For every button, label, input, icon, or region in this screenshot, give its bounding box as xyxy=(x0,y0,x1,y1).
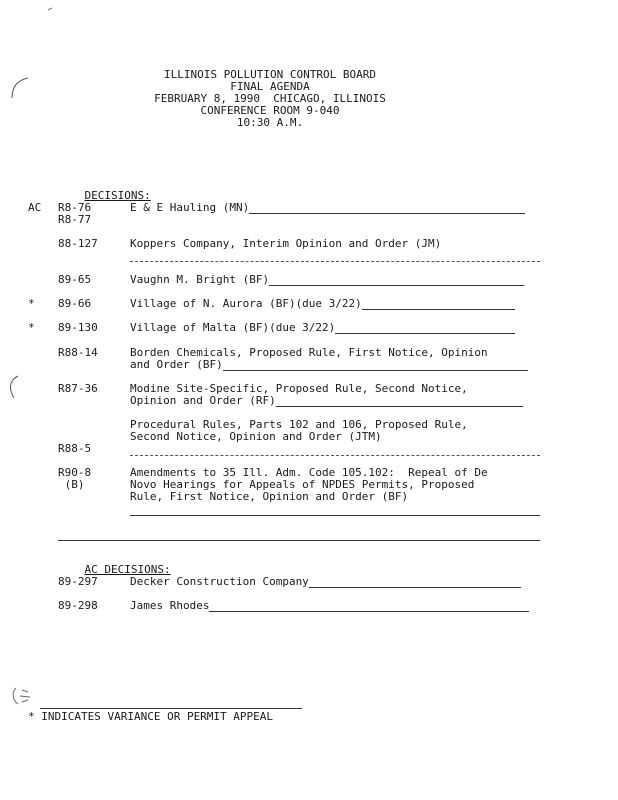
ac-decisions-heading: AC DECISIONS: xyxy=(84,563,171,576)
item-description xyxy=(130,274,550,286)
agenda-time: 10:30 A.M. xyxy=(236,116,304,129)
variance-asterisk: * xyxy=(28,297,35,310)
signature-line xyxy=(309,577,521,588)
item-description xyxy=(130,600,550,612)
docket-number: R8-76 R8-77 xyxy=(58,201,92,226)
docket-number: 88-127 xyxy=(58,237,98,250)
signature-line xyxy=(130,515,540,516)
item-text-line: and Order (BF) xyxy=(130,358,223,371)
item-text: Village of N. Aurora (BF)(due 3/22) xyxy=(130,297,362,310)
board-name: ILLINOIS POLLUTION CONTROL BOARD xyxy=(164,68,376,81)
section-divider xyxy=(58,540,540,541)
item-text-line: Modine Site-Specific, Proposed Rule, Second Notice, xyxy=(130,382,468,395)
agenda-date-location: FEBRUARY 8, 1990 CHICAGO, ILLINOIS xyxy=(154,92,386,105)
item-text-line: Second Notice, Opinion and Order (JTM) xyxy=(130,430,382,443)
docket-number: 89-130 xyxy=(58,321,98,334)
decisions-heading: DECISIONS: xyxy=(84,189,151,202)
signature-line xyxy=(130,261,540,262)
scan-mark-icon xyxy=(46,6,56,12)
item-text: James Rhodes xyxy=(130,599,210,612)
signature-line xyxy=(130,455,540,456)
footer-rule xyxy=(40,708,302,709)
item-text: Koppers Company, Interim Opinion and Order (JM) xyxy=(130,237,442,250)
docket-number: R87-36 xyxy=(58,382,98,395)
item-description xyxy=(130,238,550,250)
item-description xyxy=(130,419,550,443)
scan-mark-icon xyxy=(6,74,36,104)
scan-mark-icon xyxy=(8,680,38,710)
docket-number: R88-5 (B) xyxy=(58,442,92,491)
item-description xyxy=(130,298,550,310)
agenda-header xyxy=(0,69,540,129)
variance-asterisk: * xyxy=(28,321,35,334)
item-text-line: Novo Hearings for Appeals of NPDES Permits, Proposed xyxy=(130,478,475,491)
item-text-line: Borden Chemicals, Proposed Rule, First Notice, Opinion xyxy=(130,346,488,359)
item-description xyxy=(130,347,550,371)
item-text: Village of Malta (BF)(due 3/22) xyxy=(130,321,336,334)
signature-line xyxy=(335,323,515,334)
agenda-room: CONFERENCE ROOM 9-040 xyxy=(200,104,340,117)
item-text-line: Amendments to 35 Ill. Adm. Code 105.102: Repeal of De xyxy=(130,466,488,479)
docket-number: 89-298 xyxy=(58,599,98,612)
footer-note: * INDICATES VARIANCE OR PERMIT APPEAL xyxy=(28,710,274,723)
docket-number: R90-8 xyxy=(58,466,92,479)
docket-number: 89-297 xyxy=(58,575,98,588)
item-text-line: Rule, First Notice, Opinion and Order (BF) xyxy=(130,490,409,503)
item-text: Vaughn M. Bright (BF) xyxy=(130,273,270,286)
item-description xyxy=(130,383,550,407)
item-mark: AC xyxy=(28,201,42,214)
item-description xyxy=(130,576,550,588)
item-text-line: Procedural Rules, Parts 102 and 106, Proposed Rule, xyxy=(130,418,468,431)
agenda-title: FINAL AGENDA xyxy=(230,80,310,93)
signature-line xyxy=(209,601,529,612)
docket-number: 89-65 xyxy=(58,273,92,286)
signature-line xyxy=(223,360,528,371)
signature-line xyxy=(362,299,515,310)
signature-line xyxy=(276,396,523,407)
signature-line xyxy=(249,203,525,214)
scan-mark-icon xyxy=(4,372,24,402)
docket-number: 89-66 xyxy=(58,297,92,310)
item-text: E & E Hauling (MN) xyxy=(130,201,250,214)
item-description xyxy=(130,322,550,334)
signature-line xyxy=(269,275,524,286)
item-description xyxy=(130,202,550,214)
docket-number: R88-14 xyxy=(58,346,98,359)
item-text: Decker Construction Company xyxy=(130,575,309,588)
item-description xyxy=(130,467,550,503)
item-text-line: Opinion and Order (RF) xyxy=(130,394,276,407)
